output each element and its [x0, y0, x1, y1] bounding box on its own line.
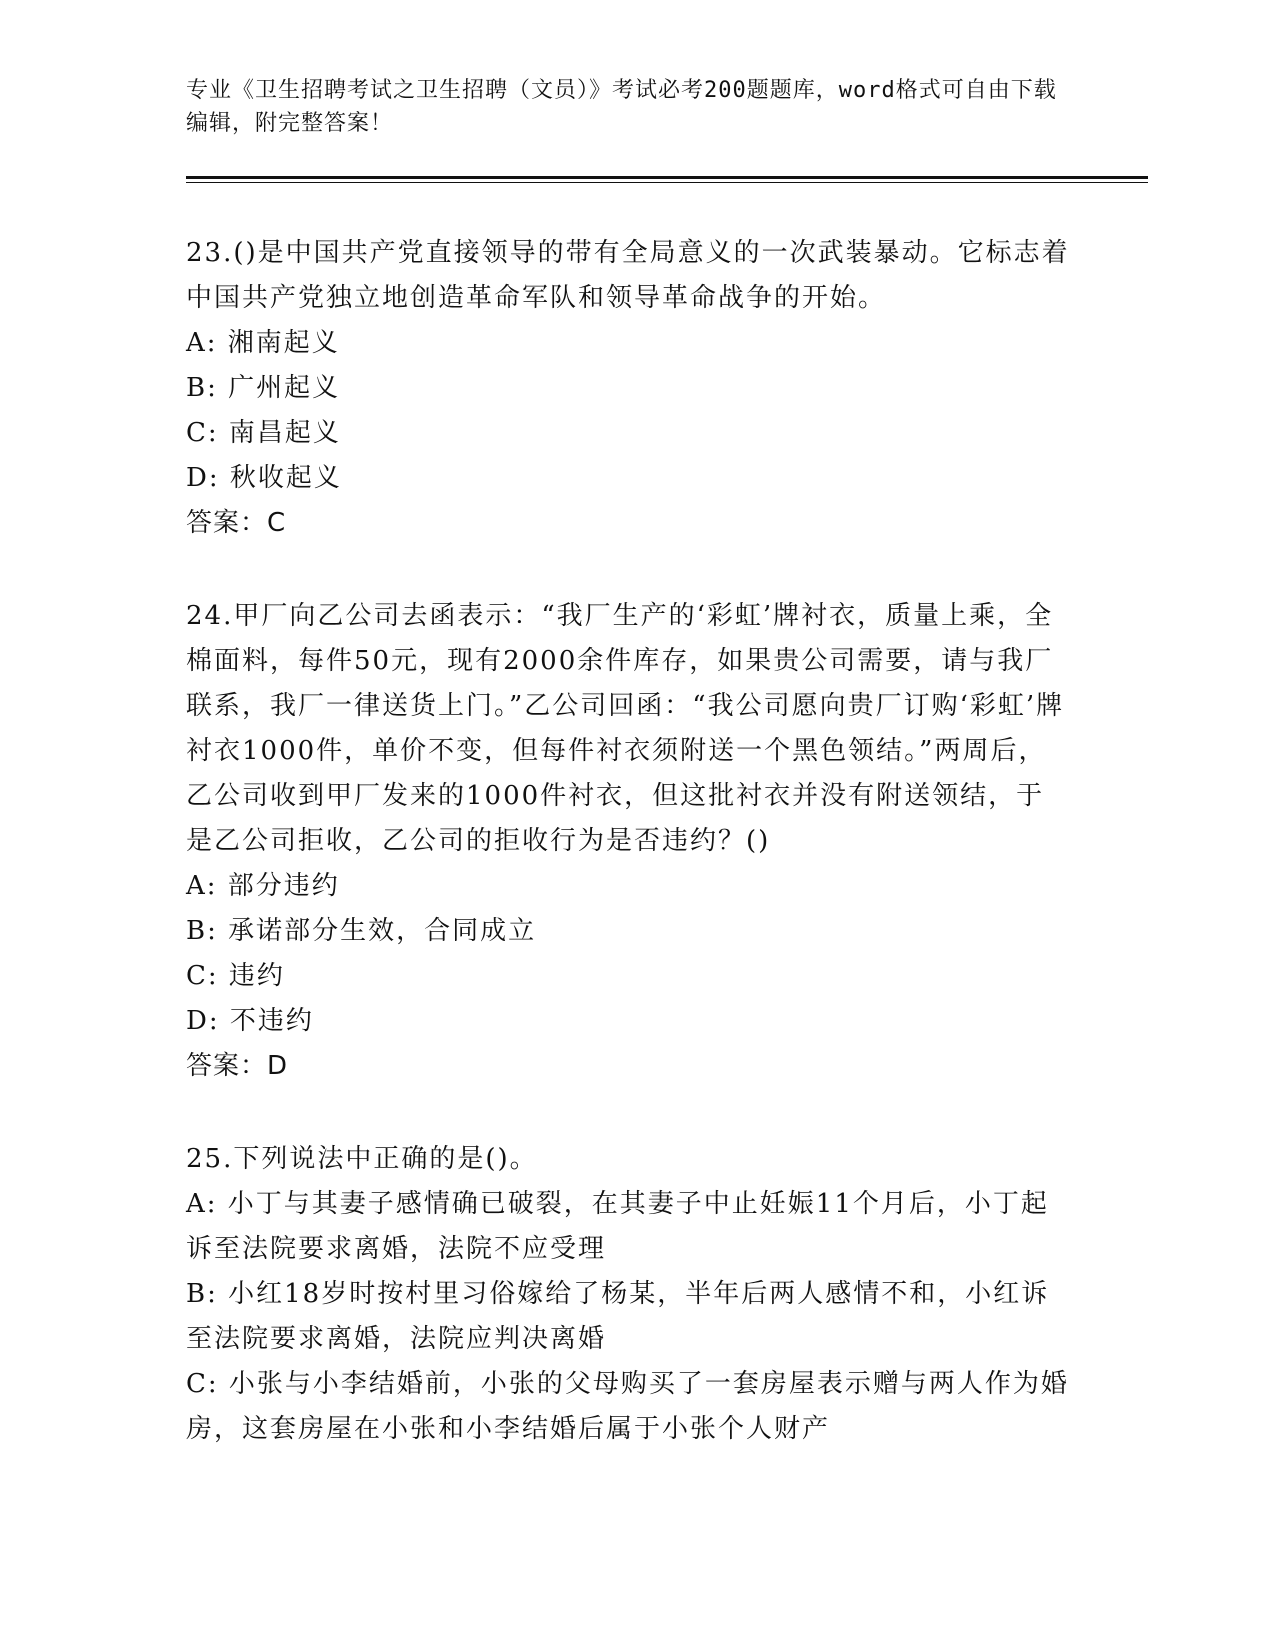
option-b: B: 承诺部分生效，合同成立 [186, 916, 537, 946]
option-c: C: 南昌起义 [186, 418, 341, 448]
document-header: 专业《卫生招聘考试之卫生招聘（文员）》考试必考200题题库，word格式可自由下载编辑，附完整答案！ [186, 78, 1057, 136]
option-d: D: 秋收起义 [186, 463, 342, 493]
question-23 [186, 231, 1071, 546]
question-25 [186, 1137, 1071, 1452]
header-divider-thick [186, 176, 1148, 179]
option-d: D: 不违约 [186, 1006, 314, 1036]
option-a: A: 湘南起义 [186, 328, 340, 358]
question-text: 25.下列说法中正确的是()。 [186, 1144, 538, 1174]
header-divider-thin [186, 182, 1148, 183]
question-24 [186, 594, 1071, 1089]
answer-line: 答案：D [186, 1051, 289, 1081]
option-c: C: 小张与小李结婚前，小张的父母购买了一套房屋表示赠与两人作为婚房，这套房屋在小张和小李结婚后属于小张个人财产 [186, 1369, 1069, 1444]
option-a: A: 部分违约 [186, 871, 340, 901]
question-text: 24.甲厂向乙公司去函表示：“我厂生产的‘彩虹’牌衬衣，质量上乘，全棉面料，每件50元，现有2000余件库存，如果贵公司需要，请与我厂联系，我厂一律送货上门。”乙公司回函：“我公司愿向贵厂订购‘彩虹’牌衬衣1000件，单价不变，但每件衬衣须附送一个黑色领结。”两周后，乙公司收到甲厂发来的1000件衬衣，但这批衬衣并没有附送领结，于是乙公司拒收，乙公司的拒收行为是否违约？() [186, 601, 1065, 856]
option-b: B: 广州起义 [186, 373, 341, 403]
question-text: 23.()是中国共产党直接领导的带有全局意义的一次武装暴动。它标志着中国共产党独立地创造革命军队和领导革命战争的开始。 [186, 238, 1070, 313]
option-c: C: 违约 [186, 961, 285, 991]
option-b: B: 小红18岁时按村里习俗嫁给了杨某，半年后两人感情不和，小红诉至法院要求离婚，法院应判决离婚 [186, 1279, 1050, 1354]
answer-line: 答案：C [186, 508, 287, 538]
option-a: A: 小丁与其妻子感情确已破裂，在其妻子中止妊娠11个月后，小丁起诉至法院要求离婚，法院不应受理 [186, 1189, 1049, 1264]
